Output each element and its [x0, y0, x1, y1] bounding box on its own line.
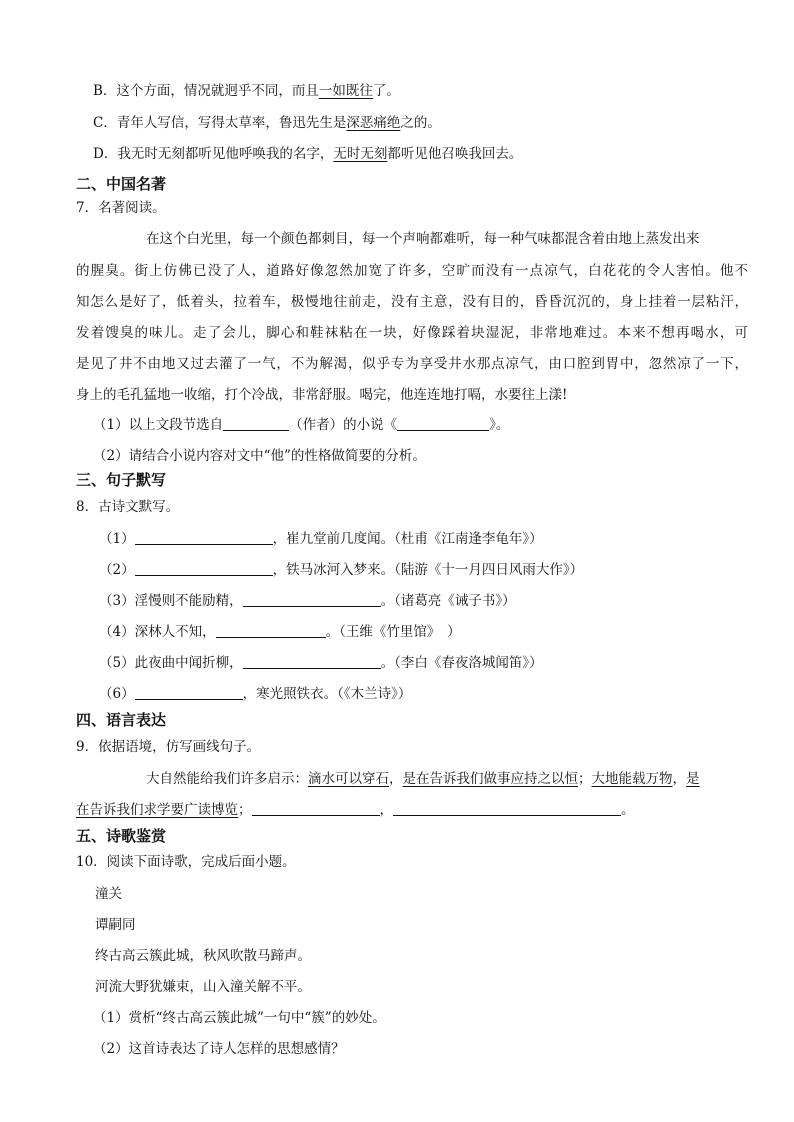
q9-line-1 [146, 769, 700, 789]
q8-item-4 [99, 622, 461, 642]
q7-passage-line-6: 身上的毛孔猛地一收缩，打个冷战，非常舒服。喝完，他连连地打嗝，水要往上漾! [76, 387, 568, 403]
option-d-post: 都听见他召唤我回去。 [387, 146, 523, 162]
q9-blank-1[interactable] [252, 801, 380, 816]
q9-l1-u4: 是 [686, 771, 700, 787]
q8-item2-num: （2） [99, 562, 135, 578]
q7-passage-line-2: 的腥臭。街上仿佛已没了人，道路好像忽然加宽了许多，空旷而没有一点凉气，白花花的令人害怕。他不 [76, 263, 748, 279]
q9-stem: 9．依据语境，仿写画线句子。 [76, 739, 261, 755]
q8-item-6 [99, 684, 411, 704]
q7-stem: 7．名著阅读。 [76, 200, 166, 216]
q8-item4-post: 。（王维《竹里馆》 ） [325, 624, 461, 640]
q8-item2-post: ，铁马冰河入梦来。（陆游《十一月四日风雨大作》） [272, 562, 584, 578]
q8-item3-pre: 淫慢则不能励精， [134, 593, 243, 609]
poem-line-1: 终古高云簇此城，秋风吹散马蹄声。 [95, 948, 311, 964]
q8-item-2 [99, 560, 583, 580]
poem-title: 潼关 [95, 886, 122, 902]
option-d-underlined: 无时无刻 [333, 146, 388, 162]
option-b-post: 了。 [372, 83, 400, 99]
q9-l1-sep3: ， [672, 771, 686, 787]
q7-sub1-pre: （1）以上文段节选自 [93, 417, 224, 433]
q8-item5-pre: 此夜曲中闻折柳， [134, 655, 243, 671]
option-b-pre: B．这个方面，情况就迥乎不同，而且 [93, 83, 319, 99]
q8-item4-num: （4） [99, 624, 135, 640]
q9-line-2 [76, 800, 635, 820]
q7-sub1-post: 》。 [489, 417, 510, 433]
q9-l2-sep: ； [238, 802, 252, 818]
q9-blank-2[interactable] [393, 801, 621, 816]
q8-item5-num: （5） [99, 655, 135, 671]
section-heading-3: 三、句子默写 [76, 471, 167, 489]
poem-line-2: 河流大野犹嫌束，山入潼关解不平。 [95, 979, 311, 995]
option-c-post: 之的。 [400, 115, 441, 131]
q9-l1-sep2: ； [578, 771, 592, 787]
poem-author: 谭嗣同 [95, 917, 136, 933]
q9-l2-u: 在告诉我们求学要广读博览 [76, 802, 238, 818]
q7-sub1-mid: （作者）的小说《 [289, 417, 398, 433]
q8-item1-num: （1） [99, 531, 135, 547]
q8-item6-num: （6） [99, 686, 135, 702]
option-b [93, 81, 400, 101]
q8-item4-blank[interactable] [216, 623, 326, 638]
q8-item-1 [99, 529, 543, 549]
q8-item6-blank[interactable] [135, 685, 243, 700]
author-blank[interactable] [223, 416, 289, 431]
q9-l1-a: 大自然能给我们许多启示： [146, 771, 308, 787]
option-b-underlined: 一如既往 [318, 83, 373, 99]
q8-item1-post: ，崔九堂前几度闻。（杜甫《江南逢李龟年》） [272, 531, 543, 547]
section-heading-5: 五、诗歌鉴赏 [76, 827, 167, 845]
q8-stem: 8．古诗文默写。 [76, 499, 180, 515]
q8-item3-num: （3） [99, 593, 135, 609]
novel-title-blank[interactable] [397, 416, 489, 431]
q7-sub-2: （2）请结合小说内容对文中“他”的性格做简要的分析。 [93, 448, 426, 464]
q8-item3-post: 。（诸葛亮《诫子书》） [380, 593, 516, 609]
q9-l1-u3: 大地能载万物 [591, 771, 673, 787]
q10-sub-1: （1）赏析“终古高云簇此城”一句中“簇”的妙处。 [93, 1010, 386, 1026]
q10-sub-2: （2）这首诗表达了诗人怎样的思想感情？ [93, 1041, 345, 1057]
q7-passage-line-4: 发着馊臭的味儿。走了会儿，脚心和鞋袜粘在一块，好像踩着块湿泥，非常地难过。本来不想再喝水，可 [76, 325, 748, 341]
q8-item3-blank[interactable] [243, 592, 381, 607]
q8-item6-post: ，寒光照铁衣。（《木兰诗》） [242, 686, 412, 702]
option-c-underlined: 深恶痛绝 [346, 115, 401, 131]
option-d [93, 144, 522, 164]
q7-sub-1 [93, 415, 509, 435]
q9-l1-sep1: ， [389, 771, 403, 787]
option-d-pre: D．我无时无刻都听见他呼唤我的名字， [93, 146, 334, 162]
option-c [93, 113, 441, 133]
q7-passage-line-3: 知怎么是好了，低着头，拉着车，极慢地往前走，没有主意，没有目的，昏昏沉沉的，身上挂着一层粘汗， [76, 294, 748, 310]
q8-item4-pre: 深林人不知， [134, 624, 216, 640]
q8-item5-blank[interactable] [243, 654, 381, 669]
q8-item5-post: 。（李白《春夜洛城闻笛》） [380, 655, 543, 671]
q8-item-5 [99, 653, 543, 673]
option-c-pre: C．青年人写信，写得太草率，鲁迅先生是 [93, 115, 347, 131]
q9-l1-u2: 是在告诉我们做事应持之以恒 [402, 771, 578, 787]
q7-passage-line-5: 是见了井不由地又过去灌了一气，不为解渴，似乎专为享受井水那点凉气，由口腔到胃中，忽然凉了一下， [76, 356, 748, 372]
section-heading-4: 四、语言表达 [76, 711, 167, 729]
q8-item1-blank[interactable] [135, 530, 273, 545]
q9-l2-mid: ， [379, 802, 393, 818]
q10-stem: 10．阅读下面诗歌，完成后面小题。 [76, 854, 296, 870]
section-heading-2: 二、中国名著 [76, 175, 167, 193]
q8-item-3 [99, 591, 516, 611]
q9-l1-u1: 滴水可以穿石 [308, 771, 389, 787]
q8-item2-blank[interactable] [135, 561, 273, 576]
q9-l2-end: 。 [621, 802, 635, 818]
q7-passage-line-1: 在这个白光里，每一个颜色都刺目，每一个声响都难听，每一种气味都混含着由地上蒸发出来 [146, 231, 700, 247]
